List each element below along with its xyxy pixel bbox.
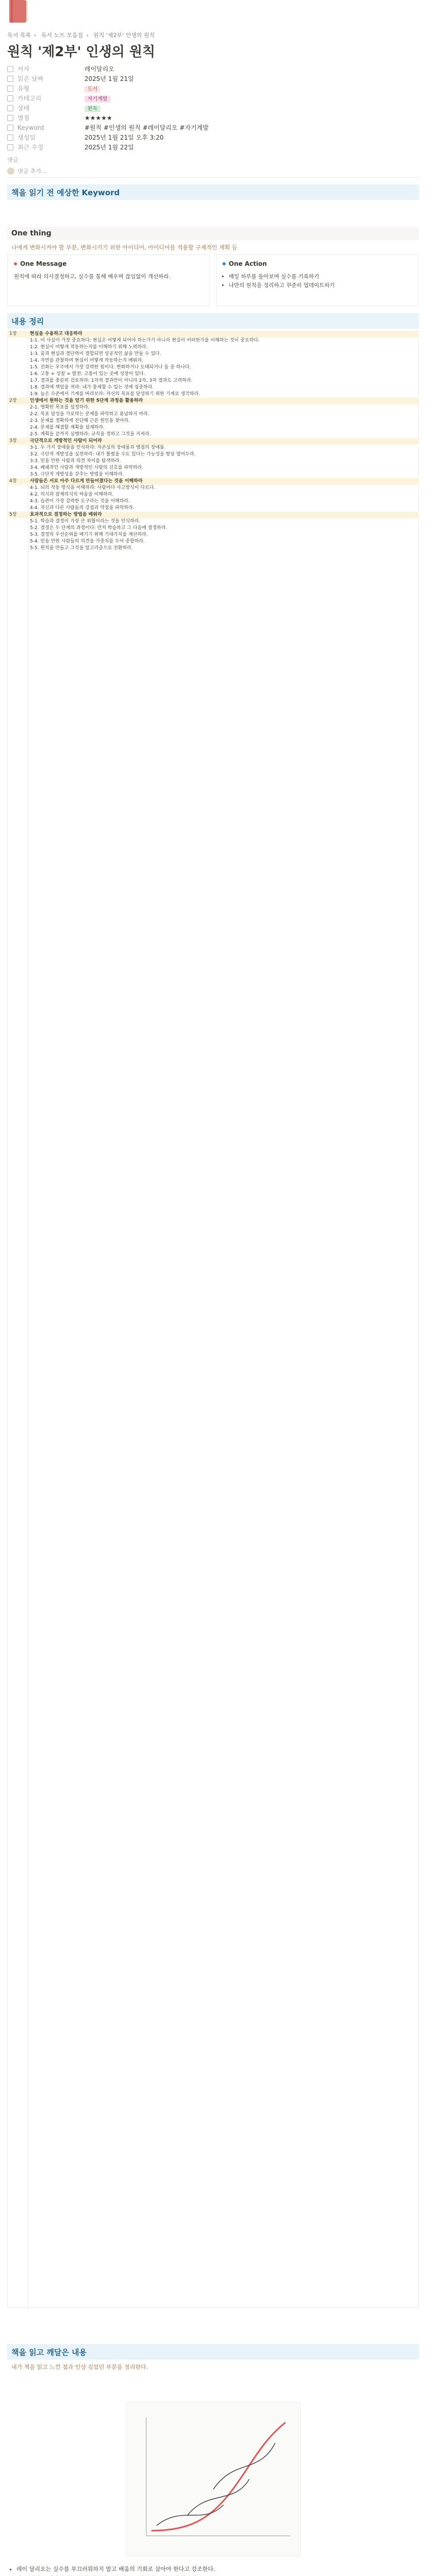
chapter-title: 현실을 수용하고 대응하라 — [30, 331, 82, 336]
one-action-title: One Action — [229, 260, 267, 267]
summary-line: 4-2. 의식과 잠재의식의 싸움을 이해하라. — [30, 492, 114, 497]
insight-note: 내가 책을 읽고 느낀 점과 인상 깊었던 부분을 정리한다. — [11, 2364, 148, 2370]
page-title[interactable]: 원칙 '제2부' 인생의 원칙 — [7, 44, 156, 60]
comment-header: 댓글 — [7, 157, 19, 163]
insight-bullets — [7, 2565, 426, 2576]
page-cover-icon — [7, 0, 33, 26]
avatar — [7, 167, 14, 175]
chapter-title: 사람들은 서로 아주 다르게 만들어졌다는 것을 이해하라 — [30, 479, 143, 484]
property-value[interactable]: 도서 — [84, 84, 100, 92]
summary-table — [7, 331, 419, 2308]
growth-curve-illustration — [126, 2402, 301, 2556]
summary-line: 3-5. 극단적 개방성을 갖추는 방법을 이해하라. — [30, 472, 124, 477]
summary-line: 5-5. 원칙을 만들고 그것을 알고리즘으로 전환하라. — [30, 546, 133, 551]
chapter-number: 1장 — [9, 331, 17, 336]
insight-figure — [7, 2402, 419, 2556]
summary-line: 2-5. 계획을 끝까지 실행하라: 규칙을 정하고 그것을 지켜라. — [30, 432, 151, 437]
summary-line: 1-5. 진화는 우주에서 가장 강력한 힘이다. 변화하거나 도태되거나 둘 중 하나다. — [30, 365, 191, 370]
property-value[interactable]: 2025년 1월 21일 오후 3:20 — [84, 134, 164, 141]
summary-line: 1-6. 고통 + 성찰 = 발전: 고통이 있는 곳에 성장이 있다. — [30, 371, 145, 377]
chapter-title: 인생에서 원하는 것을 얻기 위한 5단계 과정을 활용하라 — [30, 398, 143, 403]
chapter-number: 5장 — [9, 512, 17, 517]
property-key: 카테고리 — [7, 94, 84, 103]
summary-line: 3-1. 두 가지 장애물을 인식하라: 자존심의 장애물과 맹점의 장애물. — [30, 445, 166, 450]
property-row[interactable] — [7, 83, 414, 93]
property-row[interactable] — [7, 74, 414, 83]
breadcrumb: 독서 목록 › 독서 노트 모음집 › 원칙 '제2부' 인생의 원칙 — [7, 32, 155, 39]
insight-section — [7, 2344, 419, 2374]
chapter-row — [7, 331, 419, 337]
one-thing-note: 나에게 변화시켜야 할 부분, 변화시키기 위한 아이디어, 아이디어를 적용할 구체적인 계획 등 — [11, 244, 237, 251]
chapter-title: 극단적으로 개방적인 사람이 되어라 — [30, 438, 102, 444]
property-icon — [7, 125, 13, 131]
property-row[interactable] — [7, 93, 414, 103]
property-key: Keyword — [7, 124, 84, 131]
summary-line: 5-1. 학습과 결정이 가장 큰 위협이라는 것을 인식하라. — [30, 519, 141, 524]
property-value[interactable]: 레이달리오 — [84, 65, 114, 73]
chapter-row — [7, 512, 419, 518]
one-message-card — [7, 255, 210, 306]
property-value[interactable]: 완독 — [84, 104, 100, 112]
summary-line: 1-3. 꿈과 현실과 결단력이 결합되면 성공적인 삶을 만들 수 있다. — [30, 351, 161, 357]
property-row[interactable] — [7, 132, 414, 142]
insight-section-title: 책을 읽고 깨달은 내용 — [7, 2344, 419, 2360]
property-icon — [7, 144, 13, 150]
summary-section-title: 내용 정리 — [7, 313, 419, 329]
summary-line: 5-4. 믿을 만한 사람들의 의견을 가중치를 두어 종합하라. — [30, 539, 145, 544]
summary-section — [7, 313, 419, 329]
property-value[interactable]: 2025년 1월 22일 — [84, 144, 134, 151]
properties-table — [7, 64, 414, 152]
divider — [7, 177, 419, 178]
property-value[interactable]: #원칙 #인생의 원칙 #레이달리오 #자기계발 — [84, 124, 209, 131]
chapter-number: 3장 — [9, 438, 17, 444]
property-row[interactable] — [7, 142, 414, 152]
summary-line: 4-3. 습관이 가장 강력한 도구라는 것을 이해하라. — [30, 499, 130, 504]
summary-line: 3-4. 폐쇄적인 사람과 개방적인 사람의 신호를 파악하라. — [30, 465, 144, 470]
summary-line: 2-4. 문제를 해결할 계획을 설계하라. — [30, 425, 105, 430]
summary-line: 1-1. 이 사실이 가장 중요하다: 현실은 어떻게 되어야 하는가가 아니라 현실이 어떠한가를 이해하는 것이 중요하다. — [30, 338, 260, 343]
breadcrumb-item[interactable]: 독서 노트 모음집 — [41, 32, 83, 39]
chapter-row — [7, 398, 419, 404]
one-message-text: 원칙에 따라 의사결정하고, 실수를 통해 배우며 끊임없이 개선하라. — [14, 274, 171, 280]
keyword-section-title: 책을 읽기 전 예상한 Keyword — [7, 184, 419, 200]
summary-line: 1-2. 현실이 어떻게 작동하는지를 이해하기 위해 노력하라. — [30, 345, 148, 350]
property-row[interactable] — [7, 64, 414, 74]
dot-icon — [14, 262, 17, 265]
comment-input-row[interactable] — [7, 167, 414, 175]
one-message-title: One Message — [20, 260, 67, 267]
breadcrumb-item[interactable]: 독서 목록 — [7, 32, 31, 39]
one-action-item: • 매일 하루를 돌아보며 실수를 기록하기 — [229, 273, 412, 281]
property-icon — [7, 134, 13, 141]
chapter-title: 효과적으로 결정하는 방법을 배워라 — [30, 512, 102, 517]
summary-line: 1-8. 결과에 책임을 져라: 내가 통제할 수 있는 것에 집중하라. — [30, 385, 154, 390]
summary-line: 2-3. 문제를 정확하게 진단해 근본 원인을 찾아라. — [30, 418, 130, 423]
property-icon — [7, 95, 13, 101]
one-thing-section — [7, 227, 419, 306]
chapter-row — [7, 478, 419, 485]
summary-line: 3-2. 극단적 개방성을 실천하라: 내가 틀렸을 수도 있다는 가능성을 항상 열어두라. — [30, 452, 196, 457]
keyword-section — [7, 184, 419, 200]
property-icon — [7, 105, 13, 111]
breadcrumb-item[interactable]: 원칙 '제2부' 인생의 원칙 — [93, 32, 155, 39]
property-row[interactable] — [7, 123, 414, 132]
summary-line: 1-9. 높은 수준에서 기계를 바라보라: 자신의 목표를 달성하기 위한 기계로 생각하라. — [30, 392, 200, 397]
property-icon — [7, 66, 13, 72]
property-icon — [7, 76, 13, 82]
one-action-card — [216, 255, 418, 306]
property-key: 읽은 날짜 — [7, 74, 84, 83]
comment-input[interactable]: 댓글 추가... — [18, 168, 47, 175]
summary-line: 5-3. 결정의 우선순위를 매기기 위해 기대가치를 계산하라. — [30, 532, 148, 537]
one-thing-cards — [7, 255, 419, 306]
summary-line: 4-4. 자신과 다른 사람들의 강점과 약점을 파악하라. — [30, 505, 134, 511]
property-icon — [7, 115, 13, 121]
property-key: 생성일 — [7, 133, 84, 142]
property-row[interactable] — [7, 113, 414, 123]
property-value[interactable]: 자기계발 — [84, 94, 111, 102]
chapter-number: 4장 — [9, 479, 17, 484]
chapter-number: 2장 — [9, 398, 17, 403]
one-thing-title: One thing — [7, 227, 419, 240]
property-key: 저자 — [7, 64, 84, 73]
summary-line: 5-2. 결정은 두 단계의 과정이다: 먼저 학습하고 그 다음에 결정하라. — [30, 526, 167, 531]
property-key: 유형 — [7, 84, 84, 93]
comment-area — [7, 156, 414, 175]
property-key: 별점 — [7, 113, 84, 122]
summary-line: 2-1. 명확한 목표를 설정하라. — [30, 405, 90, 410]
summary-line: 3-3. 믿을 만한 사람과 의견 차이를 탐색하라. — [30, 459, 121, 464]
summary-line: 1-4. 자연을 관찰하며 현실이 어떻게 작동하는지 배워라. — [30, 358, 144, 363]
property-row[interactable] — [7, 103, 414, 113]
insight-bullet: • 레이 달리오는 실수를 부끄러워하지 말고 배움의 기회로 삼아야 한다고 강조한다. — [16, 2565, 426, 2573]
property-icon — [7, 86, 13, 92]
summary-line: 2-2. 목표 달성을 가로막는 문제를 파악하고 용납하지 마라. — [30, 412, 149, 417]
property-key: 최근 수정 — [7, 143, 84, 151]
summary-line: 4-1. 뇌의 작동 방식을 이해하라: 사람마다 사고방식이 다르다. — [30, 485, 156, 490]
dot-icon — [223, 262, 226, 265]
one-action-item: • 나만의 원칙을 정리하고 꾸준히 업데이트하기 — [229, 281, 412, 290]
chapter-row — [7, 438, 419, 445]
summary-line: 1-7. 결과를 충분히 검토하라: 1차적 결과만이 아니라 2차, 3차 결과도 고려하라. — [30, 378, 193, 383]
property-value[interactable]: ★★★★★ — [84, 114, 112, 122]
property-key: 상태 — [7, 104, 84, 112]
property-value[interactable]: 2025년 1월 21일 — [84, 75, 134, 82]
